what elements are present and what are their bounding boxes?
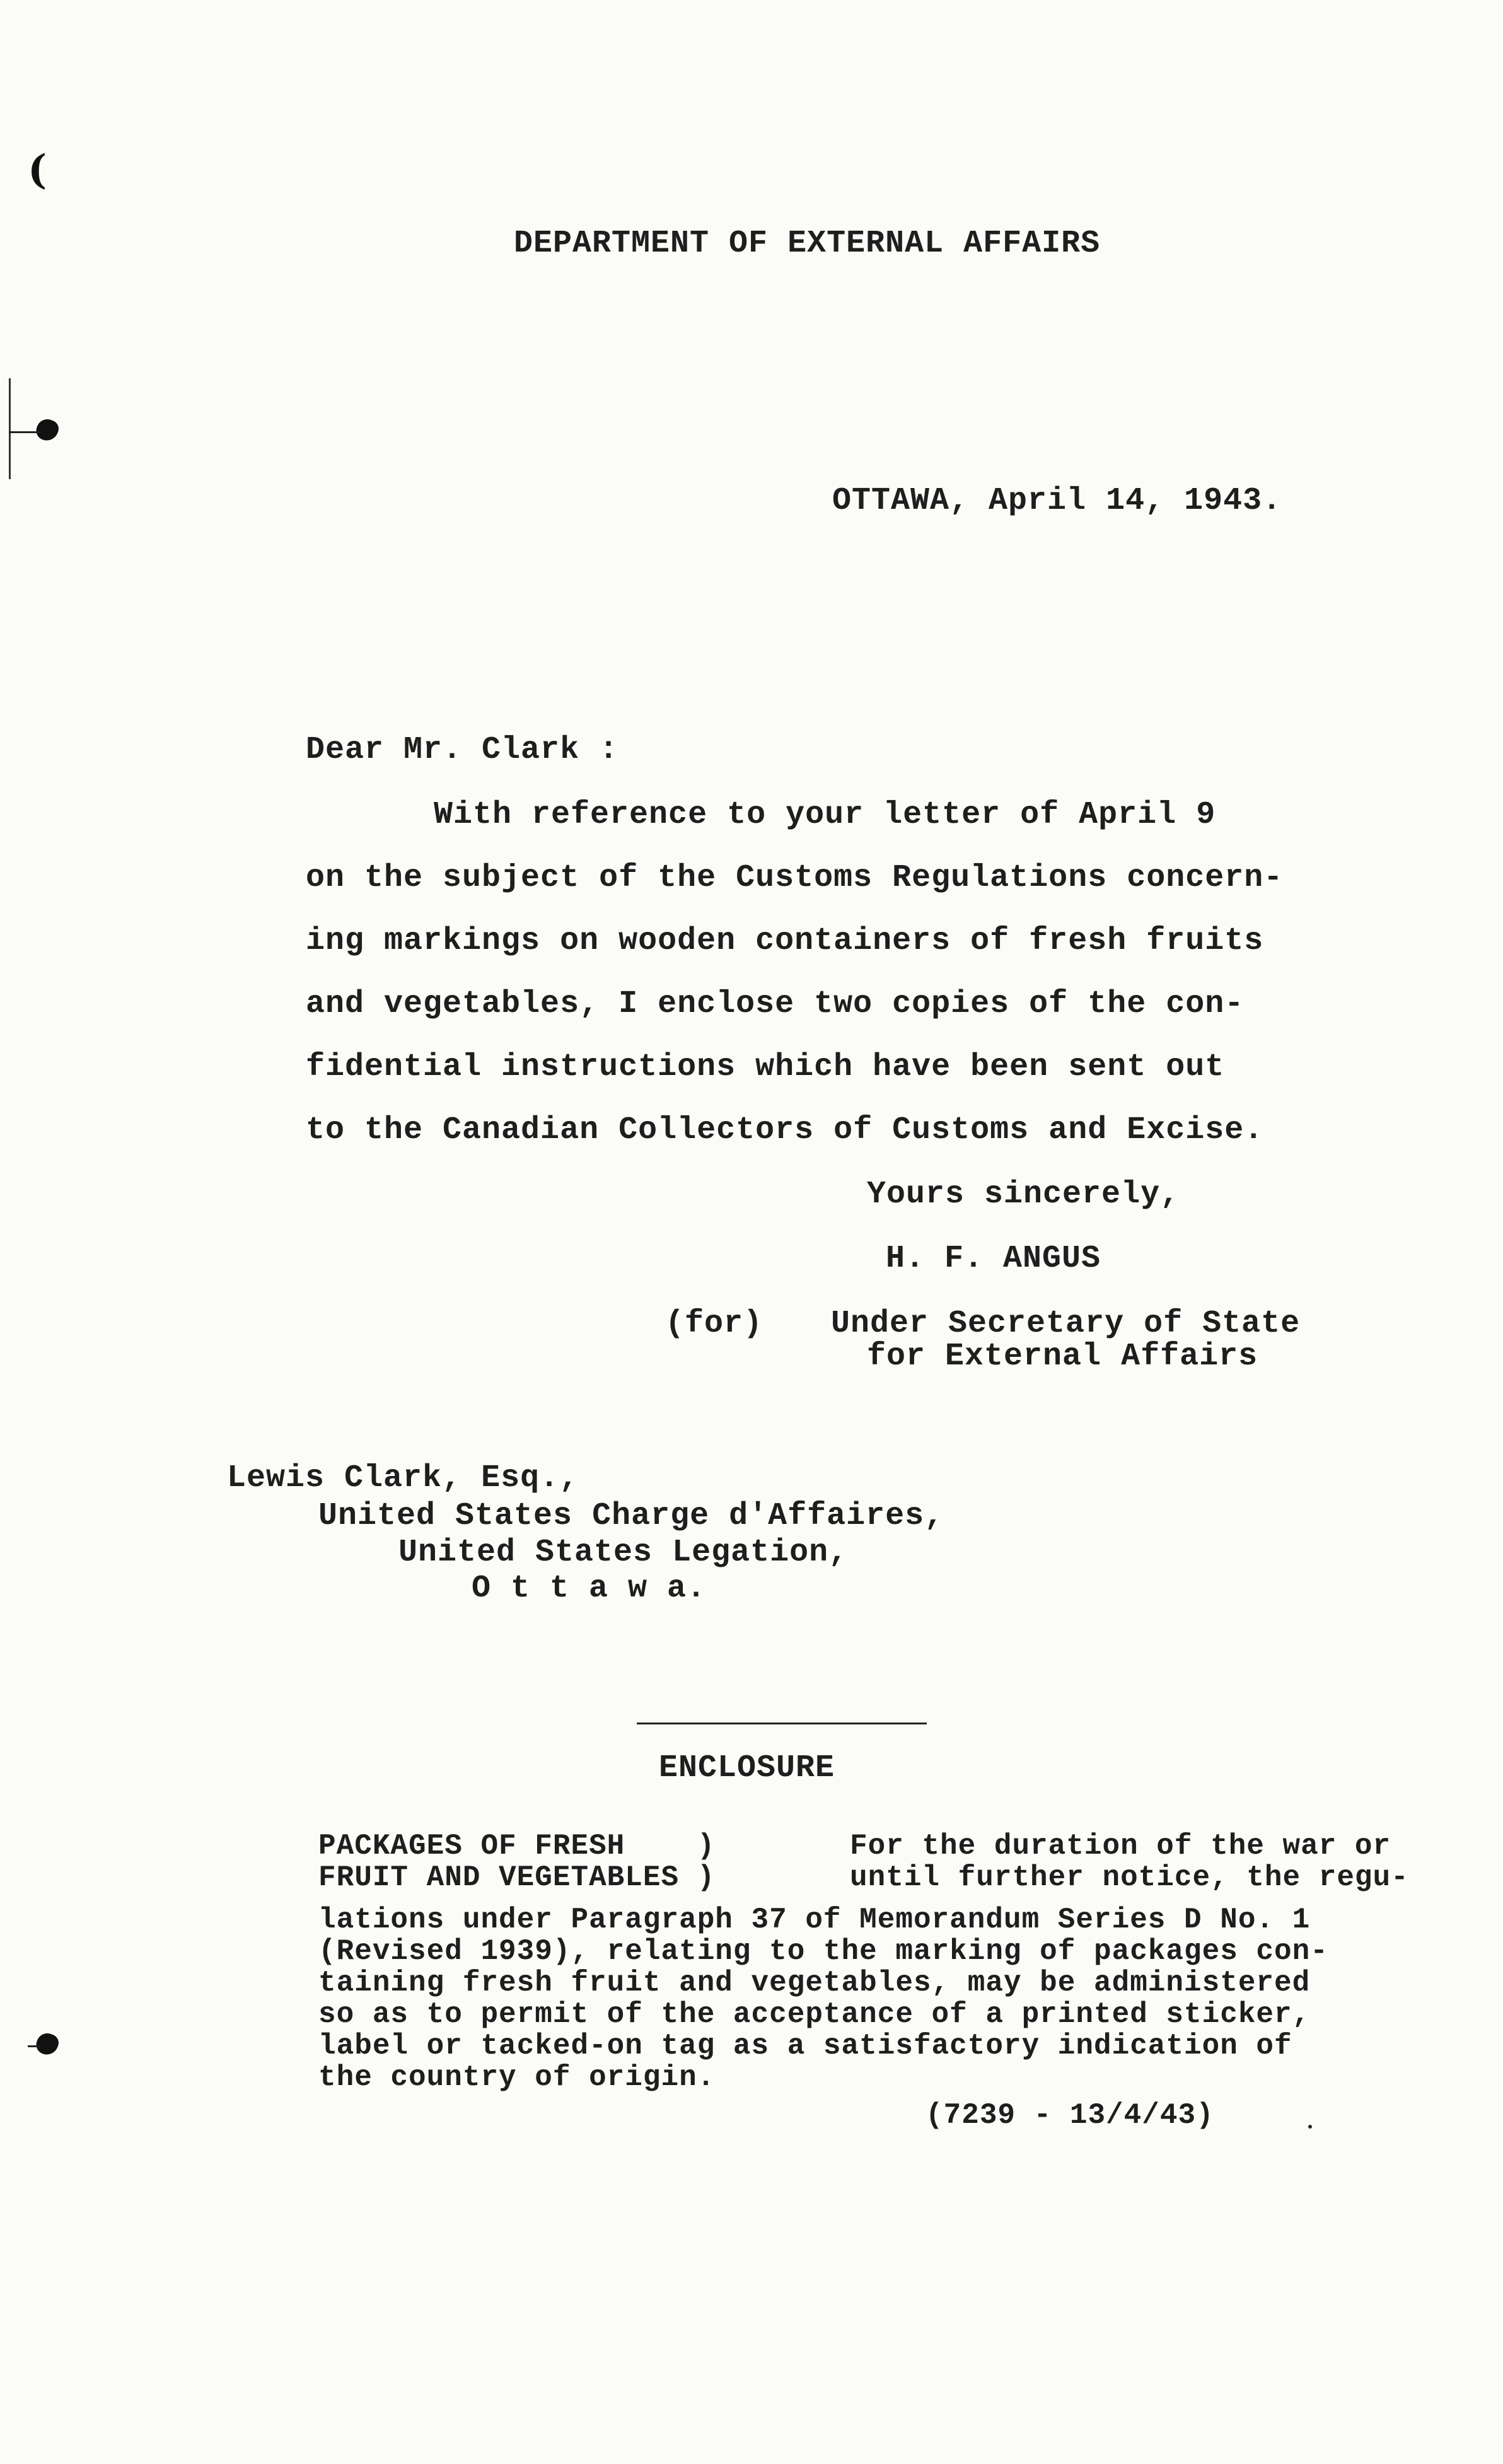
punch-blot-bottom-line — [28, 2045, 40, 2047]
salutation: Dear Mr. Clark : — [306, 732, 619, 768]
body-line: With reference to your letter of April 9 — [434, 797, 1216, 833]
margin-mark: ( — [28, 146, 47, 194]
closing: Yours sincerely, — [867, 1177, 1180, 1212]
enclosure-line: (Revised 1939), relating to the marking of packages con- — [318, 1935, 1328, 1968]
stray-mark — [1308, 2125, 1312, 2129]
enclosure-line: the country of origin. — [318, 2061, 716, 2094]
address-line: Lewis Clark, Esq., — [227, 1460, 579, 1496]
address-line: United States Charge d'Affaires, — [318, 1498, 944, 1534]
body-line: ing markings on wooden containers of fresh fruits — [306, 923, 1264, 959]
address-line: United States Legation, — [398, 1535, 849, 1571]
signature-title-line: for External Affairs — [867, 1339, 1258, 1374]
enclosure-line: so as to permit of the acceptance of a printed sticker, — [318, 1998, 1311, 2031]
enclosure-line: taining fresh fruit and vegetables, may be administered — [318, 1967, 1311, 1999]
address-line: O t t a w a. — [472, 1571, 707, 1607]
enclosure-line: label or tacked-on tag as a satisfactory indication of — [318, 2030, 1292, 2062]
department-heading: DEPARTMENT OF EXTERNAL AFFAIRS — [514, 226, 1101, 262]
punch-blot-top — [33, 416, 61, 444]
enclosure-title-line: PACKAGES OF FRESH ) — [318, 1830, 716, 1863]
punch-blot-top-line — [9, 431, 40, 433]
enclosure-line: lations under Paragraph 37 of Memorandum Series D No. 1 — [318, 1903, 1311, 1936]
left-edge-line — [9, 378, 11, 479]
enclosure-heading: ENCLOSURE — [659, 1750, 835, 1786]
body-line: and vegetables, I enclose two copies of the con- — [306, 986, 1245, 1022]
body-line: on the subject of the Customs Regulations concern- — [306, 860, 1284, 896]
body-line: to the Canadian Collectors of Customs and Excise. — [306, 1112, 1264, 1148]
enclosure-line: For the duration of the war or — [850, 1830, 1391, 1863]
enclosure-rule — [637, 1723, 927, 1724]
signature: H. F. ANGUS — [886, 1241, 1101, 1277]
signature-for: (for) — [665, 1306, 763, 1342]
enclosure-line: until further notice, the regu- — [850, 1861, 1409, 1894]
enclosure-title-line: FRUIT AND VEGETABLES ) — [318, 1861, 716, 1894]
body-line: fidential instructions which have been sent out — [306, 1049, 1225, 1085]
enclosure-reference: (7239 - 13/4/43) — [926, 2099, 1214, 2132]
signature-title-line: Under Secretary of State — [831, 1306, 1301, 1342]
punch-blot-bottom — [33, 2030, 61, 2058]
place-date: OTTAWA, April 14, 1943. — [832, 483, 1282, 519]
